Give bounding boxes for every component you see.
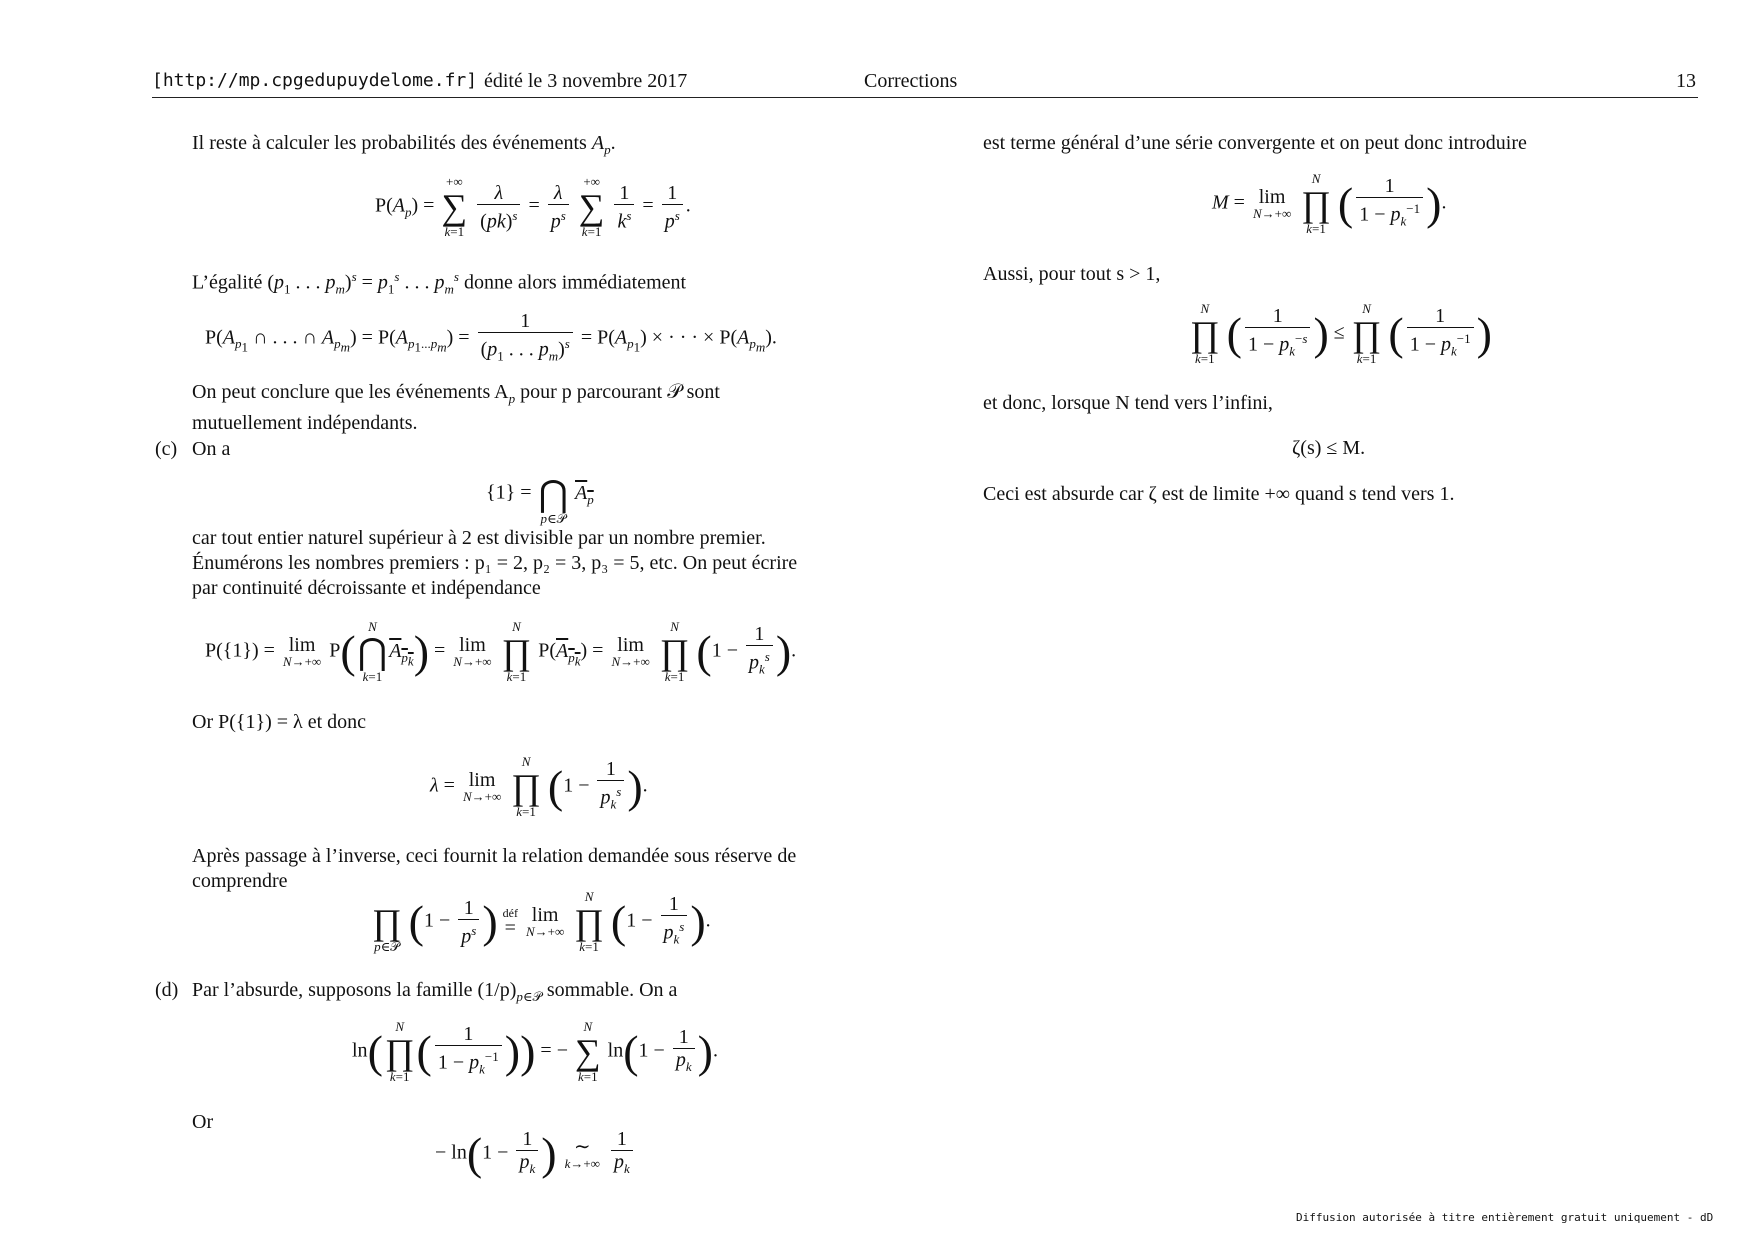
egalite-line: L’égalité ($p_1$ . . . $p_m)^s = p_1^s$ . . . $p_m^s$ donne alors immédiatement (192, 269, 687, 297)
equation-definition: ∏ p∈𝒫 (1 − $\frac{1}{p^s}$ ) déf = lim N→+∞ N ∏ k=1 (1 − $\frac{1}{p_k^s}$ ). (372, 889, 711, 954)
c-para-1: car tout entier naturel supérieur à 2 est divisible par un nombre premier. (192, 527, 766, 549)
equation-pAp: $P(A_p)$ = +∞ ∑ k=1 $\frac{\lambda}{(pk)^s}$ = $\frac{\lambda}{p^s}$ +∞ ∑ k=1 $\frac{1}{k^s}$ = $\frac{1}{p^s}$ . (375, 174, 691, 239)
d-text-1: Par l’absurde, supposons la famille (1/p) (192, 979, 517, 1001)
footer-notice: Diffusion autorisée à titre entièrement gratuit uniquement - dD (1296, 1211, 1714, 1224)
intro-line: Il reste à calculer les probabilités des événements $A_p$. (192, 132, 616, 157)
conclusion-text-2: pour p parcourant 𝒫 sont (520, 381, 720, 403)
right-zeta-inequality: ζ(s) ≤ M. (1292, 437, 1366, 459)
page-number: 13 (1676, 70, 1696, 92)
or-line: Or P({1}) = λ et donc (192, 711, 367, 733)
header-rule (152, 97, 1698, 98)
right-para-1: est terme général d’une série convergente et on peut donc introduire (983, 132, 1527, 154)
c-para-3: par continuité décroissante et indépendance (192, 577, 541, 599)
header-url: [http://mp.cpgedupuydelome.fr] (152, 70, 478, 91)
equation-singleton: {1} = ⋂ p∈𝒫 $A_p$ (486, 474, 594, 526)
item-c-label: (c) (155, 438, 178, 460)
header-edit-date: édité le 3 novembre 2017 (484, 70, 688, 92)
item-d-line: Par l’absurde, supposons la famille $(1/p)_{p\in 𝒫}$ sommable. On a (192, 979, 678, 1004)
c-paragraph (192, 526, 797, 601)
right-para-2: Aussi, pour tout s > 1, (983, 263, 1161, 285)
equation-independence: $P(A_{p_1}$ ∩ . . . ∩ $A_{p_m}) = P(A_{p_1...p_m})$ = $\frac{1}{(p_1 . . . p_m)^s}$ = $P(A_{p_1})$ × · · · × $P(A_{p_m})$. (205, 310, 777, 364)
intro-text: Il reste à calculer les probabilités des événements (192, 132, 587, 154)
item-d-label: (d) (155, 979, 179, 1001)
conclusion-text-3: mutuellement indépendants. (192, 412, 418, 434)
intro-var: A (591, 132, 605, 154)
item-c-text: On a (192, 438, 231, 460)
c-para-2: Énumérons les nombres premiers : p₁ = 2, p₂ = 3, p₃ = 5, etc. On peut écrire (192, 552, 798, 574)
d-text-2: sommable. On a (546, 979, 678, 1001)
or2-line: Or (192, 1111, 214, 1133)
intro-sub: p (604, 142, 611, 157)
right-para-5: Ceci est absurde car ζ est de limite +∞ quand s tend vers 1. (983, 483, 1455, 505)
equation-limit-product: P({1}) = lim N→+∞ P( N ⋂ k=1 $A_{p_k}$) = lim N→+∞ N ∏ k=1 $P(A_{p_k})$ = lim N→+∞ N ∏ k=1 (1 − $\frac{1}{p_k^s}$ ). (205, 619, 797, 684)
apres-1: Après passage à l’inverse, ceci fournit la relation demandée sous réserve de (192, 845, 797, 867)
equation-log: ln( N ∏ k=1 ( $\frac{1}{1 - p_k^{-1}}$ )) = − N ∑ k=1 ln(1 − $\frac{1}{p_k}$ ). (352, 1019, 718, 1084)
apres-2: comprendre (192, 870, 288, 892)
conclusion-text-1: On peut conclure que les événements A (192, 381, 509, 403)
right-para-3: et donc, lorsque N tend vers l’infini, (983, 392, 1273, 414)
egalite-text-2: donne alors immédiatement (463, 271, 687, 294)
equation-inequality: N ∏ k=1 ( $\frac{1}{1 - p_k^{-s}}$ ) ≤ N ∏ k=1 ( $\frac{1}{1 - p_k^{-1}}$ ) (1190, 301, 1492, 366)
conclusion-paragraph: On peut conclure que les événements $A_p$ pour p parcourant 𝒫 sont mutuellement indépendants. (192, 381, 720, 434)
equation-lambda: λ = lim N→+∞ N ∏ k=1 (1 − $\frac{1}{p_k^s}$ ). (430, 754, 648, 819)
egalite-text-1: L’égalité (192, 271, 263, 294)
header-title: Corrections (864, 70, 958, 92)
equation-M-definition: M = lim N→+∞ N ∏ k=1 ( $\frac{1}{1 - p_k^{-1}}$ ). (1212, 171, 1447, 236)
apres-paragraph (192, 844, 796, 894)
equation-equivalent: − ln(1 − $\frac{1}{p_k}$ ) ∼ k→+∞ $\frac{1}{p_k}$ (435, 1128, 636, 1180)
